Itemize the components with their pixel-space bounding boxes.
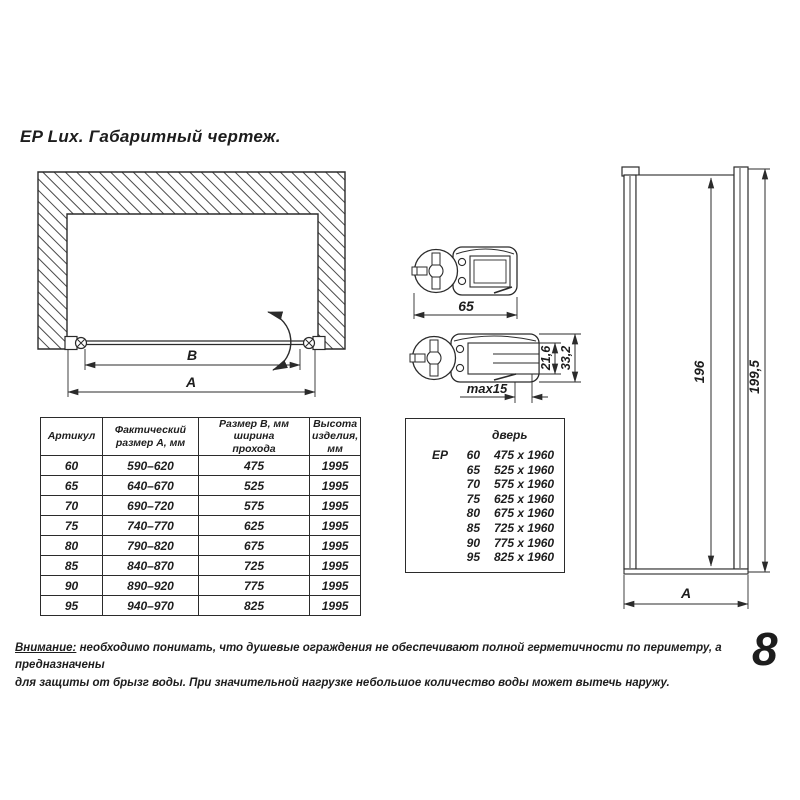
dimension-199-5: [747, 169, 770, 572]
wall-section-hatched: [38, 172, 345, 349]
profile-bottom-section: [410, 334, 539, 382]
spec-header-height: Высота изделия, мм: [310, 418, 361, 456]
door-panel-plan: [82, 341, 310, 345]
list-item: 60 475 x 1960: [466, 448, 555, 462]
dimension-a-front: [624, 575, 748, 609]
hinge-left: [65, 337, 87, 350]
table-row: 85 840–870 725 1995: [41, 556, 361, 576]
warning-note: [15, 640, 750, 692]
dimension-b: [85, 347, 300, 370]
dim-b-label: B: [186, 347, 198, 363]
list-item: 85 725 x 1960: [466, 520, 555, 535]
list-item: 65 525 x 1960: [466, 462, 555, 477]
front-width-label: A: [680, 585, 692, 601]
series-label: EP: [431, 448, 448, 462]
glass-height-label: 196: [692, 360, 707, 384]
spec-header-size-b: Размер В, мм ширина прохода: [199, 418, 310, 456]
dimension-21-6: [539, 343, 561, 374]
table-row: 75 740–770 625 1995: [41, 516, 361, 536]
profile-width-label: 65: [458, 298, 474, 314]
spec-header-article: Артикул: [41, 418, 103, 456]
table-row: 80 790–820 675 1995: [41, 536, 361, 556]
spec-table-header-row: [41, 418, 361, 456]
profile-top-section: [412, 247, 517, 295]
table-row: 65 640–670 525 1995: [41, 476, 361, 496]
profile-inner-height-label: 21,6: [539, 345, 553, 371]
table-row: 70 690–720 575 1995: [41, 496, 361, 516]
dim-a-label: A: [185, 374, 197, 390]
hinge-right: [304, 337, 326, 350]
list-item: 80 675 x 1960: [466, 506, 555, 521]
door-column-header: дверь: [492, 428, 528, 442]
page-number: 8: [752, 623, 778, 675]
list-item: 75 625 x 1960: [466, 491, 555, 506]
door-size-table: [405, 418, 565, 573]
plan-view-drawing: [28, 163, 383, 413]
table-row: 60 590–620 475 1995: [41, 456, 361, 476]
profile-adjustment-label: max15: [466, 381, 508, 396]
spec-header-size-a: Фактический размер А, мм: [103, 418, 199, 456]
page-title: EP Lux. Габаритный чертеж.: [20, 127, 281, 146]
spec-table: [40, 417, 361, 616]
table-row: 90 890–920 775 1995: [41, 576, 361, 596]
table-row: 95 940–970 825 1995: [41, 596, 361, 616]
door-front-view: [622, 167, 748, 574]
list-item: 90 775 x 1960: [466, 535, 555, 550]
list-item: 70 575 x 1960: [466, 477, 555, 492]
warning-label: Внимание:: [15, 642, 77, 654]
dimension-65: [414, 293, 517, 319]
warning-note-line1: Внимание: необходимо понимать, что душевые ограждения не обеспечивают полной герметичности по периметру, а предназначены: [15, 642, 722, 672]
profile-sections-drawing: [398, 227, 603, 412]
front-view-drawing: [617, 162, 792, 627]
list-item: 95 825 x 1960: [466, 550, 555, 565]
profile-outer-height-label: 33,2: [559, 345, 573, 371]
total-height-label: 199,5: [747, 360, 762, 394]
warning-note-line2: для защиты от брызг воды. При значительной нагрузке небольшое количество воды может вытечь наружу.: [15, 676, 670, 689]
